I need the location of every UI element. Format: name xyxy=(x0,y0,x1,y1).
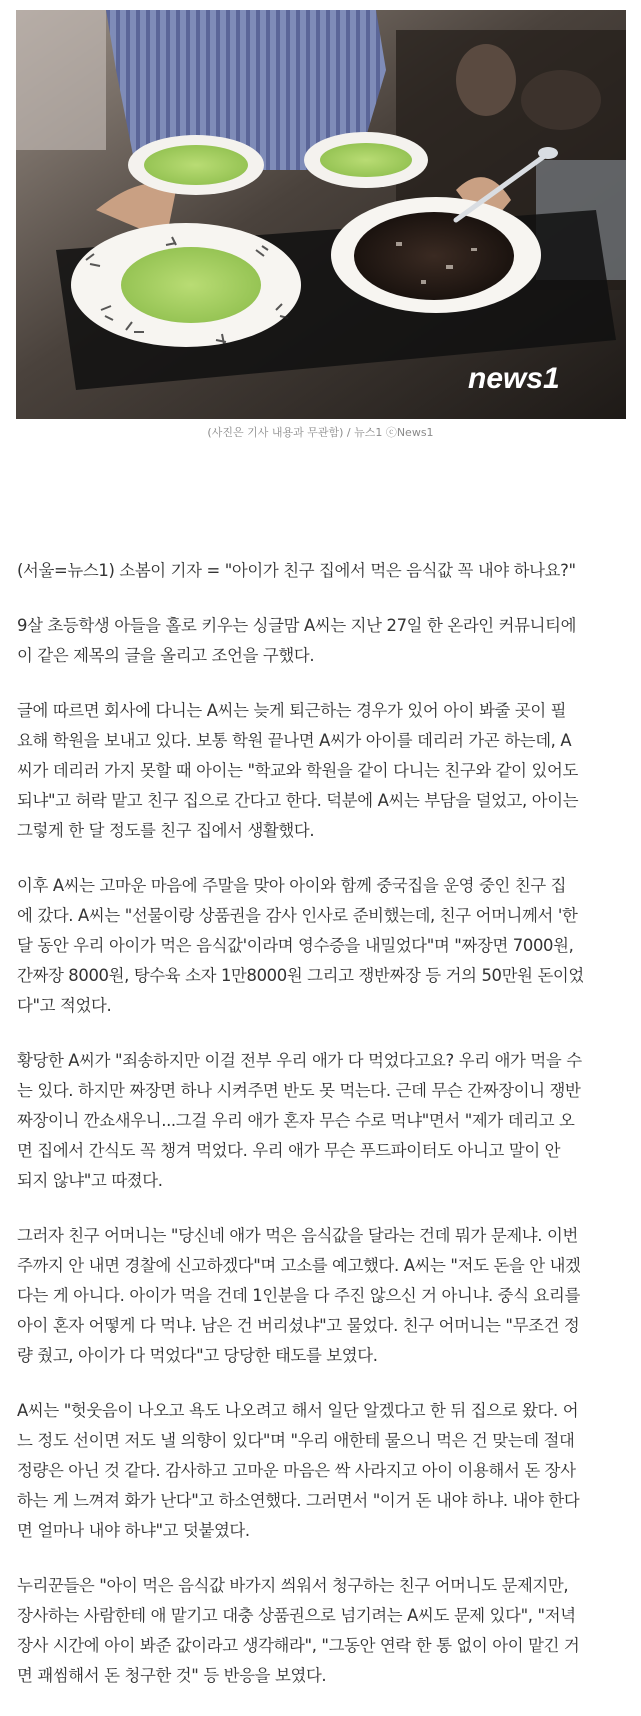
paragraph-line: 다"고 적었다. xyxy=(17,996,112,1015)
article-photo xyxy=(16,10,626,419)
article-paragraph xyxy=(17,696,625,846)
article-paragraph xyxy=(17,611,625,671)
paragraph-line: 간짜장 8000원, 탕수육 소자 1만8000원 그리고 쟁반짜장 등 거의 50만원 돈이었 xyxy=(17,966,584,985)
article-paragraph xyxy=(17,871,625,1021)
paragraph-line: 정량은 아닌 것 같다. 감사하고 고마운 마음은 싹 사라지고 아이 이용해서 돈 장사 xyxy=(17,1461,576,1480)
photo-illustration xyxy=(16,10,626,419)
paragraph-line: 짜장이니 깐쇼새우니...그걸 우리 애가 혼자 무슨 수로 먹냐"면서 "제가 데리고 오 xyxy=(17,1111,575,1130)
paragraph-line: 황당한 A씨가 "죄송하지만 이걸 전부 우리 애가 다 먹었다고요? 우리 애가 먹을 수 xyxy=(17,1051,582,1070)
paragraph-line: 누리꾼들은 "아이 먹은 음식값 바가지 씌워서 청구하는 친구 어머니도 문제지만, xyxy=(17,1576,569,1595)
article-paragraph xyxy=(17,1046,625,1196)
paragraph-line: 되냐"고 허락 맡고 친구 집으로 간다고 한다. 덕분에 A씨는 부담을 덜었고, 아이는 xyxy=(17,791,579,810)
article-paragraph xyxy=(17,556,625,586)
paragraph-line: 이후 A씨는 고마운 마음에 주말을 맞아 아이와 함께 중국집을 운영 중인 친구 집 xyxy=(17,876,567,895)
paragraph-line: 아이 혼자 어떻게 다 먹냐. 남은 건 버리셨냐"고 물었다. 친구 어머니는 "무조건 정 xyxy=(17,1316,580,1335)
paragraph-line: 에 갔다. A씨는 "선물이랑 상품권을 감사 인사로 준비했는데, 친구 어머니께서 '한 xyxy=(17,906,578,925)
paragraph-line: 는 있다. 하지만 짜장면 하나 시켜주면 반도 못 먹는다. 근데 무슨 간짜장이니 쟁반 xyxy=(17,1081,581,1100)
paragraph-line: 장사하는 사람한테 애 맡기고 대충 상품권으로 넘기려는 A씨도 문제 있다", "저녁 xyxy=(17,1606,576,1625)
paragraph-line: (서울=뉴스1) 소봄이 기자 = "아이가 친구 집에서 먹은 음식값 꼭 내야 하나요?" xyxy=(17,561,576,580)
paragraph-line: 장사 시간에 아이 봐준 값이라고 생각해라", "그동안 연락 한 통 없이 아이 맡긴 거 xyxy=(17,1636,580,1655)
paragraph-line: 면 집에서 간식도 꼭 챙겨 먹었다. 우리 애가 무슨 푸드파이터도 아니고 말이 안 xyxy=(17,1141,561,1160)
paragraph-line: 하는 게 느껴져 화가 난다"고 하소연했다. 그러면서 "이거 돈 내야 하냐. 내야 한다 xyxy=(17,1491,580,1510)
news1-watermark: news1 xyxy=(468,362,560,395)
paragraph-line: 면 얼마나 내야 하냐"고 덧붙였다. xyxy=(17,1521,250,1540)
photo-caption: (사진은 기사 내용과 무관함) / 뉴스1 ⓒNews1 xyxy=(207,426,434,439)
paragraph-line: 그렇게 한 달 정도를 친구 집에서 생활했다. xyxy=(17,821,315,840)
paragraph-line: A씨는 "헛웃음이 나오고 욕도 나오려고 해서 일단 알겠다고 한 뒤 집으로 왔다. 어 xyxy=(17,1401,579,1420)
article-paragraph xyxy=(17,1396,625,1546)
paragraph-line: 요해 학원을 보내고 있다. 보통 학원 끝나면 A씨가 아이를 데리러 가곤 하는데, A xyxy=(17,731,572,750)
paragraph-line: 면 괘씸해서 돈 청구한 것" 등 반응을 보였다. xyxy=(17,1666,327,1685)
article-body xyxy=(17,556,625,1716)
article-paragraph xyxy=(17,1571,625,1691)
paragraph-line: 그러자 친구 어머니는 "당신네 애가 먹은 음식값을 달라는 건데 뭐가 문제냐. 이번 xyxy=(17,1226,578,1245)
paragraph-line: 달 동안 우리 아이가 먹은 음식값'이라며 영수증을 내밀었다"며 "짜장면 7000원, xyxy=(17,936,574,955)
paragraph-line: 느 정도 선이면 저도 낼 의향이 있다"며 "우리 애한테 물으니 먹은 건 맞는데 절대 xyxy=(17,1431,575,1450)
paragraph-line: 량 줬고, 아이가 다 먹었다"고 당당한 태도를 보였다. xyxy=(17,1346,378,1365)
paragraph-line: 주까지 안 내면 경찰에 신고하겠다"며 고소를 예고했다. A씨는 "저도 돈을 안 내겠 xyxy=(17,1256,581,1275)
paragraph-line: 되지 않냐"고 따졌다. xyxy=(17,1171,163,1190)
paragraph-line: 글에 따르면 회사에 다니는 A씨는 늦게 퇴근하는 경우가 있어 아이 봐줄 곳이 필 xyxy=(17,701,567,720)
article-paragraph xyxy=(17,1221,625,1371)
paragraph-line: 씨가 데리러 가지 못할 때 아이는 "학교와 학원을 같이 다니는 친구와 같이 있어도 xyxy=(17,761,578,780)
paragraph-line: 이 같은 제목의 글을 올리고 조언을 구했다. xyxy=(17,646,315,665)
paragraph-line: 9살 초등학생 아들을 홀로 키우는 싱글맘 A씨는 지난 27일 한 온라인 커뮤니티에 xyxy=(17,616,577,635)
paragraph-line: 다는 게 아니다. 아이가 먹을 건데 1인분을 다 주진 않으신 거 아니냐. 중식 요리를 xyxy=(17,1286,580,1305)
